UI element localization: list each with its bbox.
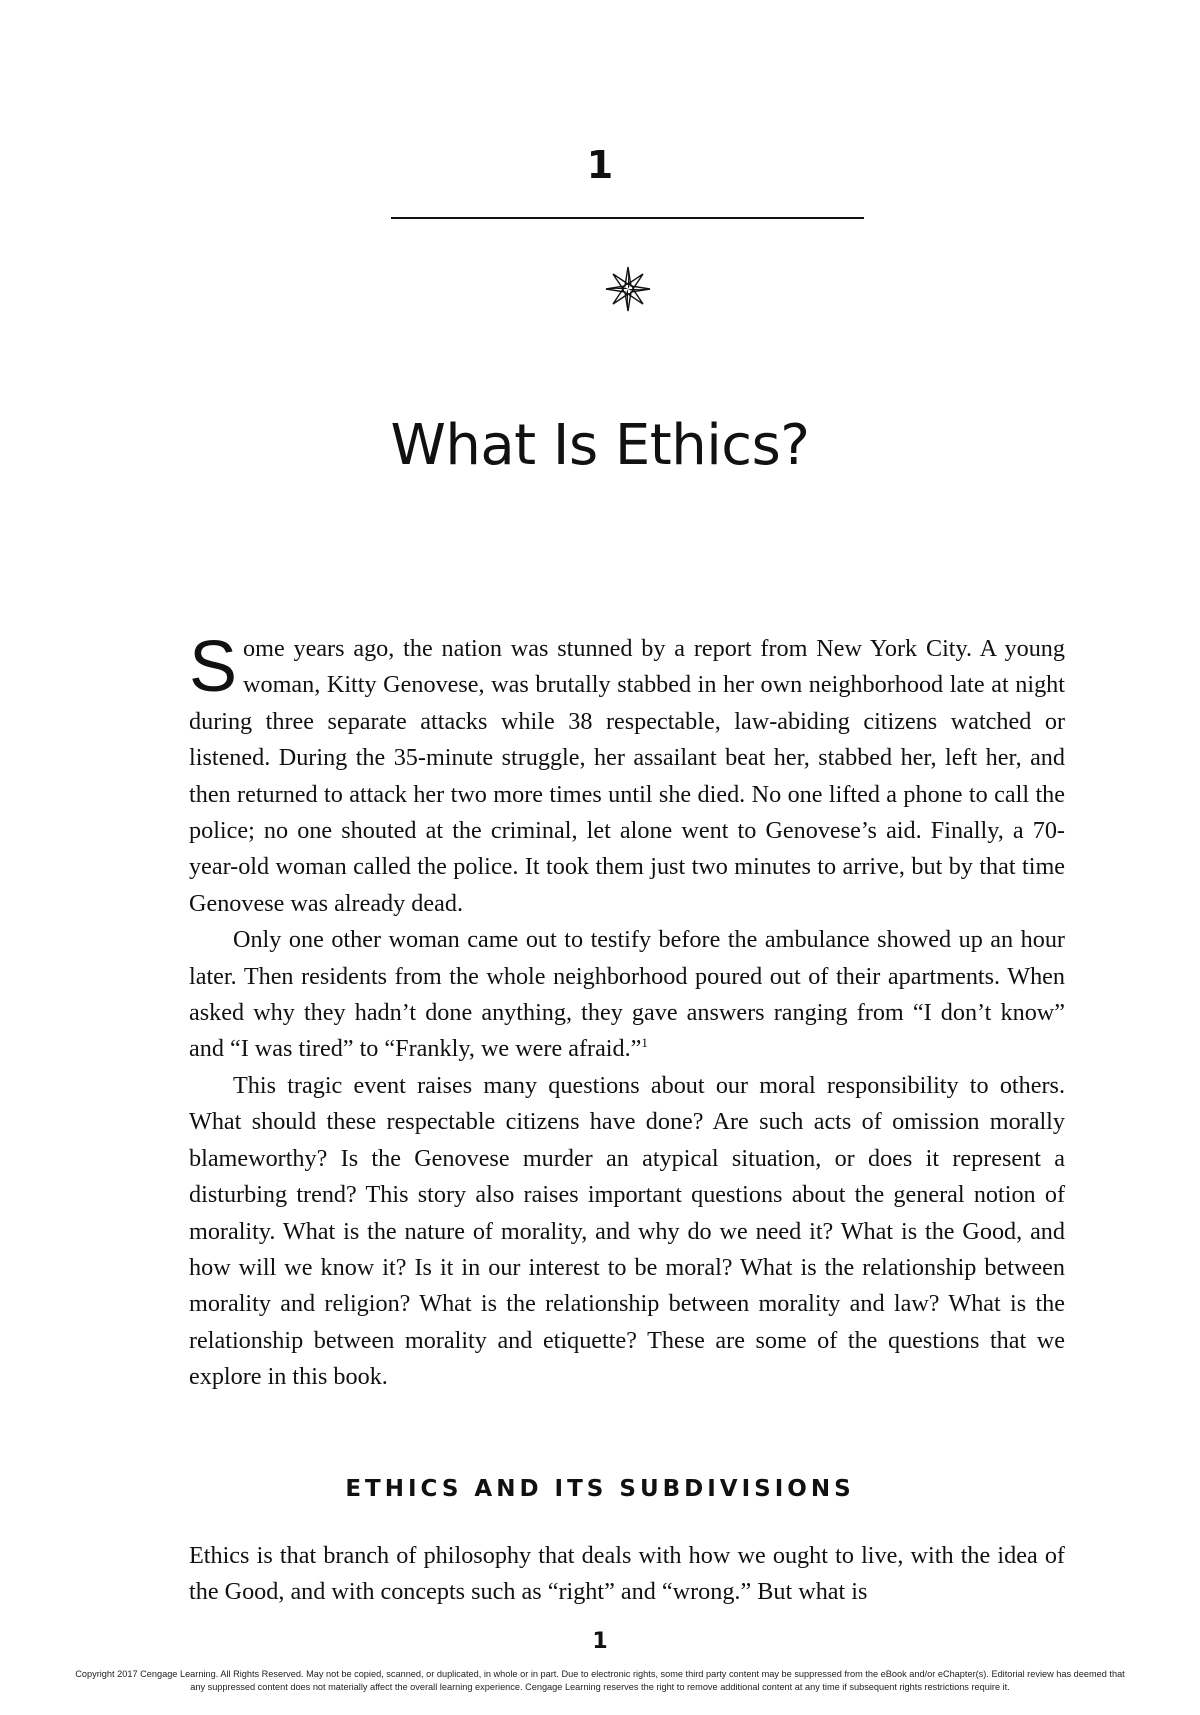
section-body [189,1538,1065,1611]
section-paragraph: Ethics is that branch of philosophy that deals with how we ought to live, with the idea of the Good, and with concepts such as “right” and “wrong.” But what is [189,1542,1065,1606]
intro-paragraph-2 [189,922,1065,1068]
intro-paragraph-3-text: This tragic event raises many questions about our moral responsibility to others. What should these respectable citizens have done? Are such acts of omission morally blameworthy? Is the Genovese murder an atypical situation, or does it represent a disturbing trend? This story also raises important questions about the general notion of morality. What is the nature of morality, and why do we need it? What is the Good, and how will we know it? Is it in our interest to be moral? What is the relationship between morality and religion? What is the relationship between morality and law? What is the relationship between morality and etiquette? These are some of the questions that we explore in this book. [189,1071,1065,1391]
drop-cap-letter: S [189,627,238,707]
intro-paragraph-2-text: Only one other woman came out to testify before the ambulance showed up an hour later. Then residents from the whole neighborhood poured out of their apartments. When asked why they hadn’t done anything, they gave answers ranging from “I don’t know” and “I was tired” to “Frankly, we were afraid.” [189,926,1065,1063]
chapter-number: 1 [586,143,614,187]
intro-body [189,627,1065,1396]
copyright-notice: Copyright 2017 Cengage Learning. All Rights Reserved. May not be copied, scanned, or duplicated, in whole or in part. Due to electronic rights, some third party content may be suppressed from the eBook and/or eChapter(s). Editorial review has deemed that any suppressed content does not materially affect the overall learning experience. Cengage Learning reserves the right to remove additional content at any time if subsequent rights restrictions require it. [75,1669,1125,1692]
intro-paragraph-3 [189,1068,1065,1396]
page-number: 1 [592,1629,608,1654]
intro-paragraph-1 [189,627,1065,922]
chapter-title: What Is Ethics? [390,413,810,478]
section-heading: ETHICS AND ITS SUBDIVISIONS [345,1476,855,1502]
compass-star-ornament-icon [604,265,652,313]
chapter-divider-rule [391,217,864,219]
intro-paragraph-1-text: ome years ago, the nation was stunned by a report from New York City. A young woman, Kitty Genovese, was brutally stabbed in her own neighborhood late at night during three separate attacks while 38 respectable, law-abiding citizens watched or listened. During the 35-minute struggle, her assailant beat her, stabbed her, left her, and then returned to attack her two more times until she died. No one lifted a phone to call the police; no one shouted at the criminal, let alone went to Genovese’s aid. Finally, a 70-year-old woman called the police. It took them just two minutes to arrive, but by that time Genovese was already dead. [189,635,1065,917]
footnote-marker[interactable]: 1 [641,1035,648,1051]
